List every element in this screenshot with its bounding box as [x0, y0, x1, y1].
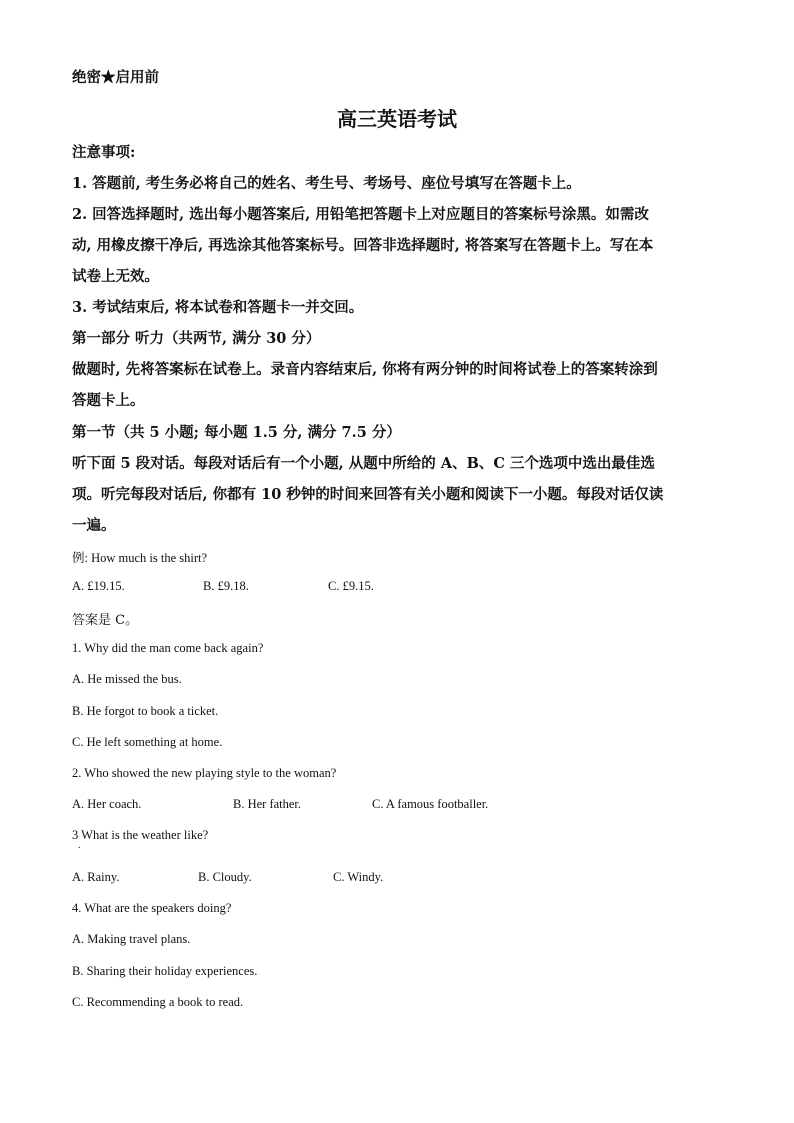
question-1: 1. Why did the man come back again?	[72, 641, 264, 655]
part1-instruction-line-1: 做题时, 先将答案标在试卷上。录音内容结束后, 你将有两分钟的时间将试卷上的答案转涂到	[72, 361, 658, 378]
note-item-2-line-2: 动, 用橡皮擦干净后, 再选涂其他答案标号。回答非选择题时, 将答案写在答题卡上。写在本	[72, 237, 654, 254]
note-item-3: 3. 考试结束后, 将本试卷和答题卡一并交回。	[72, 299, 364, 316]
example-question: 例: How much is the shirt?	[72, 551, 208, 565]
question-3: 3 What is the weather like?	[72, 828, 209, 842]
question-3-option-b: B. Cloudy.	[198, 870, 252, 884]
part1-heading: 第一部分 听力（共两节, 满分 30 分）	[72, 330, 321, 347]
note-item-2-line-1: 2. 回答选择题时, 选出每小题答案后, 用铅笔把答题卡上对应题目的答案标号涂黑。如需改	[72, 206, 649, 223]
question-2-option-b: B. Her father.	[233, 797, 302, 811]
section1-heading: 第一节（共 5 小题; 每小题 1.5 分, 满分 7.5 分）	[72, 424, 401, 441]
question-1-option-a: A. He missed the bus.	[72, 672, 182, 686]
example-option-b: B. £9.18.	[203, 579, 249, 593]
example-answer: 答案是 C。	[72, 613, 139, 628]
note-item-2-line-3: 试卷上无效。	[72, 268, 159, 285]
part1-instruction-line-2: 答题卡上。	[72, 392, 145, 409]
question-2: 2. Who showed the new playing style to the woman?	[72, 766, 337, 780]
question-3-dot: .	[78, 840, 81, 851]
question-4-option-a: A. Making travel plans.	[72, 932, 191, 946]
section1-instruction-line-1: 听下面 5 段对话。每段对话后有一个小题, 从题中所给的 A、B、C 三个选项中选出最佳选	[72, 455, 655, 472]
question-4-option-b: B. Sharing their holiday experiences.	[72, 964, 258, 978]
question-4-option-c: C. Recommending a book to read.	[72, 995, 244, 1009]
question-3-option-a: A. Rainy.	[72, 870, 120, 884]
question-2-option-c: C. A famous footballer.	[372, 797, 489, 811]
question-1-option-b: B. He forgot to book a ticket.	[72, 704, 219, 718]
notes-heading: 注意事项:	[72, 144, 136, 161]
example-option-a: A. £19.15.	[72, 579, 125, 593]
section1-instruction-line-3: 一遍。	[72, 517, 116, 534]
example-option-c: C. £9.15.	[328, 579, 374, 593]
note-item-1: 1. 答题前, 考生务必将自己的姓名、考生号、考场号、座位号填写在答题卡上。	[72, 175, 581, 192]
question-1-option-c: C. He left something at home.	[72, 735, 223, 749]
page-title: 高三英语考试	[337, 107, 457, 131]
section1-instruction-line-2: 项。听完每段对话后, 你都有 10 秒钟的时间来回答有关小题和阅读下一小题。每段对话仅读	[72, 486, 664, 503]
question-3-option-c: C. Windy.	[333, 870, 384, 884]
confidential-mark: 绝密★启用前	[72, 69, 159, 86]
question-2-option-a: A. Her coach.	[72, 797, 142, 811]
question-4: 4. What are the speakers doing?	[72, 901, 232, 915]
